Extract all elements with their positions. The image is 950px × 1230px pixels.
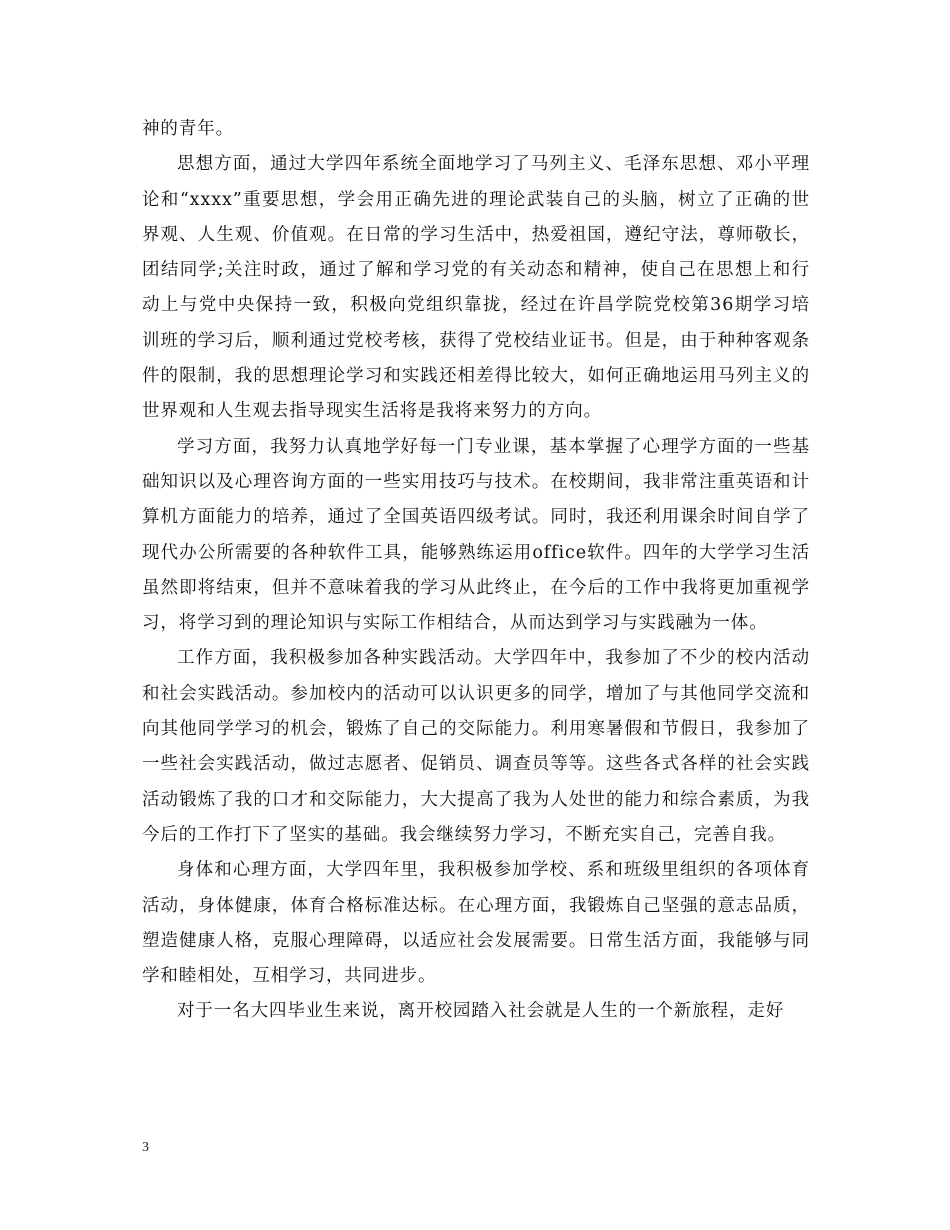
page-number: 3 [142,1140,149,1155]
document-body [142,112,810,1030]
paragraph-study: 学习方面，我努力认真地学好每一门专业课，基本掌握了心理学方面的一些基础知识以及心理咨询方面的一些实用技巧与技术。在校期间，我非常注重英语和计算机方面能力的培养，通过了全国英语四级考试。同时，我还利用课余时间自学了现代办公所需要的各种软件工具，能够熟练运用office软件。四年的大学学习生活虽然即将结束，但并不意味着我的学习从此终止，在今后的工作中我将更加重视学习，将学习到的理论知识与实际工作相结合，从而达到学习与实践融为一体。 [142,436,810,634]
paragraph-continuation: 神的青年。 [142,119,234,139]
paragraph-health: 身体和心理方面，大学四年里，我积极参加学校、系和班级里组织的各项体育活动，身体健康，体育合格标准达标。在心理方面，我锻炼自己坚强的意志品质，塑造健康人格，克服心理障碍，以适应社会发展需要。日常生活方面，我能够与同学和睦相处，互相学习，共同进步。 [142,860,810,987]
paragraph-work: 工作方面，我积极参加各种实践活动。大学四年中，我参加了不少的校内活动和社会实践活动。参加校内的活动可以认识更多的同学，增加了与其他同学交流和向其他同学学习的机会，锻炼了自己的交际能力。利用寒暑假和节假日，我参加了一些社会实践活动，做过志愿者、促销员、调查员等等。这些各式各样的社会实践活动锻炼了我的口才和交际能力，大大提高了我为人处世的能力和综合素质，为我今后的工作打下了坚实的基础。我会继续努力学习，不断充实自己，完善自我。 [142,648,810,845]
paragraph-graduation: 对于一名大四毕业生来说，离开校园踏入社会就是人生的一个新旅程，走好 [177,1001,785,1022]
paragraph-ideology: 思想方面，通过大学四年系统全面地学习了马列主义、毛泽东思想、邓小平理论和“xxxx”重要思想，学会用正确先进的理论武装自己的头脑，树立了正确的世界观、人生观、价值观。在日常的学习生活中，热爱祖国，遵纪守法，尊师敬长，团结同学;关注时政，通过了解和学习党的有关动态和精神，使自己在思想上和行动上与党中央保持一致，积极向党组织靠拢，经过在许昌学院党校第36期学习培训班的学习后，顺利通过党校考核，获得了党校结业证书。但是，由于种种客观条件的限制，我的思想理论学习和实践还相差得比较大，如何正确地运用马列主义的世界观和人生观去指导现实生活将是我将来努力的方向。 [142,154,810,422]
